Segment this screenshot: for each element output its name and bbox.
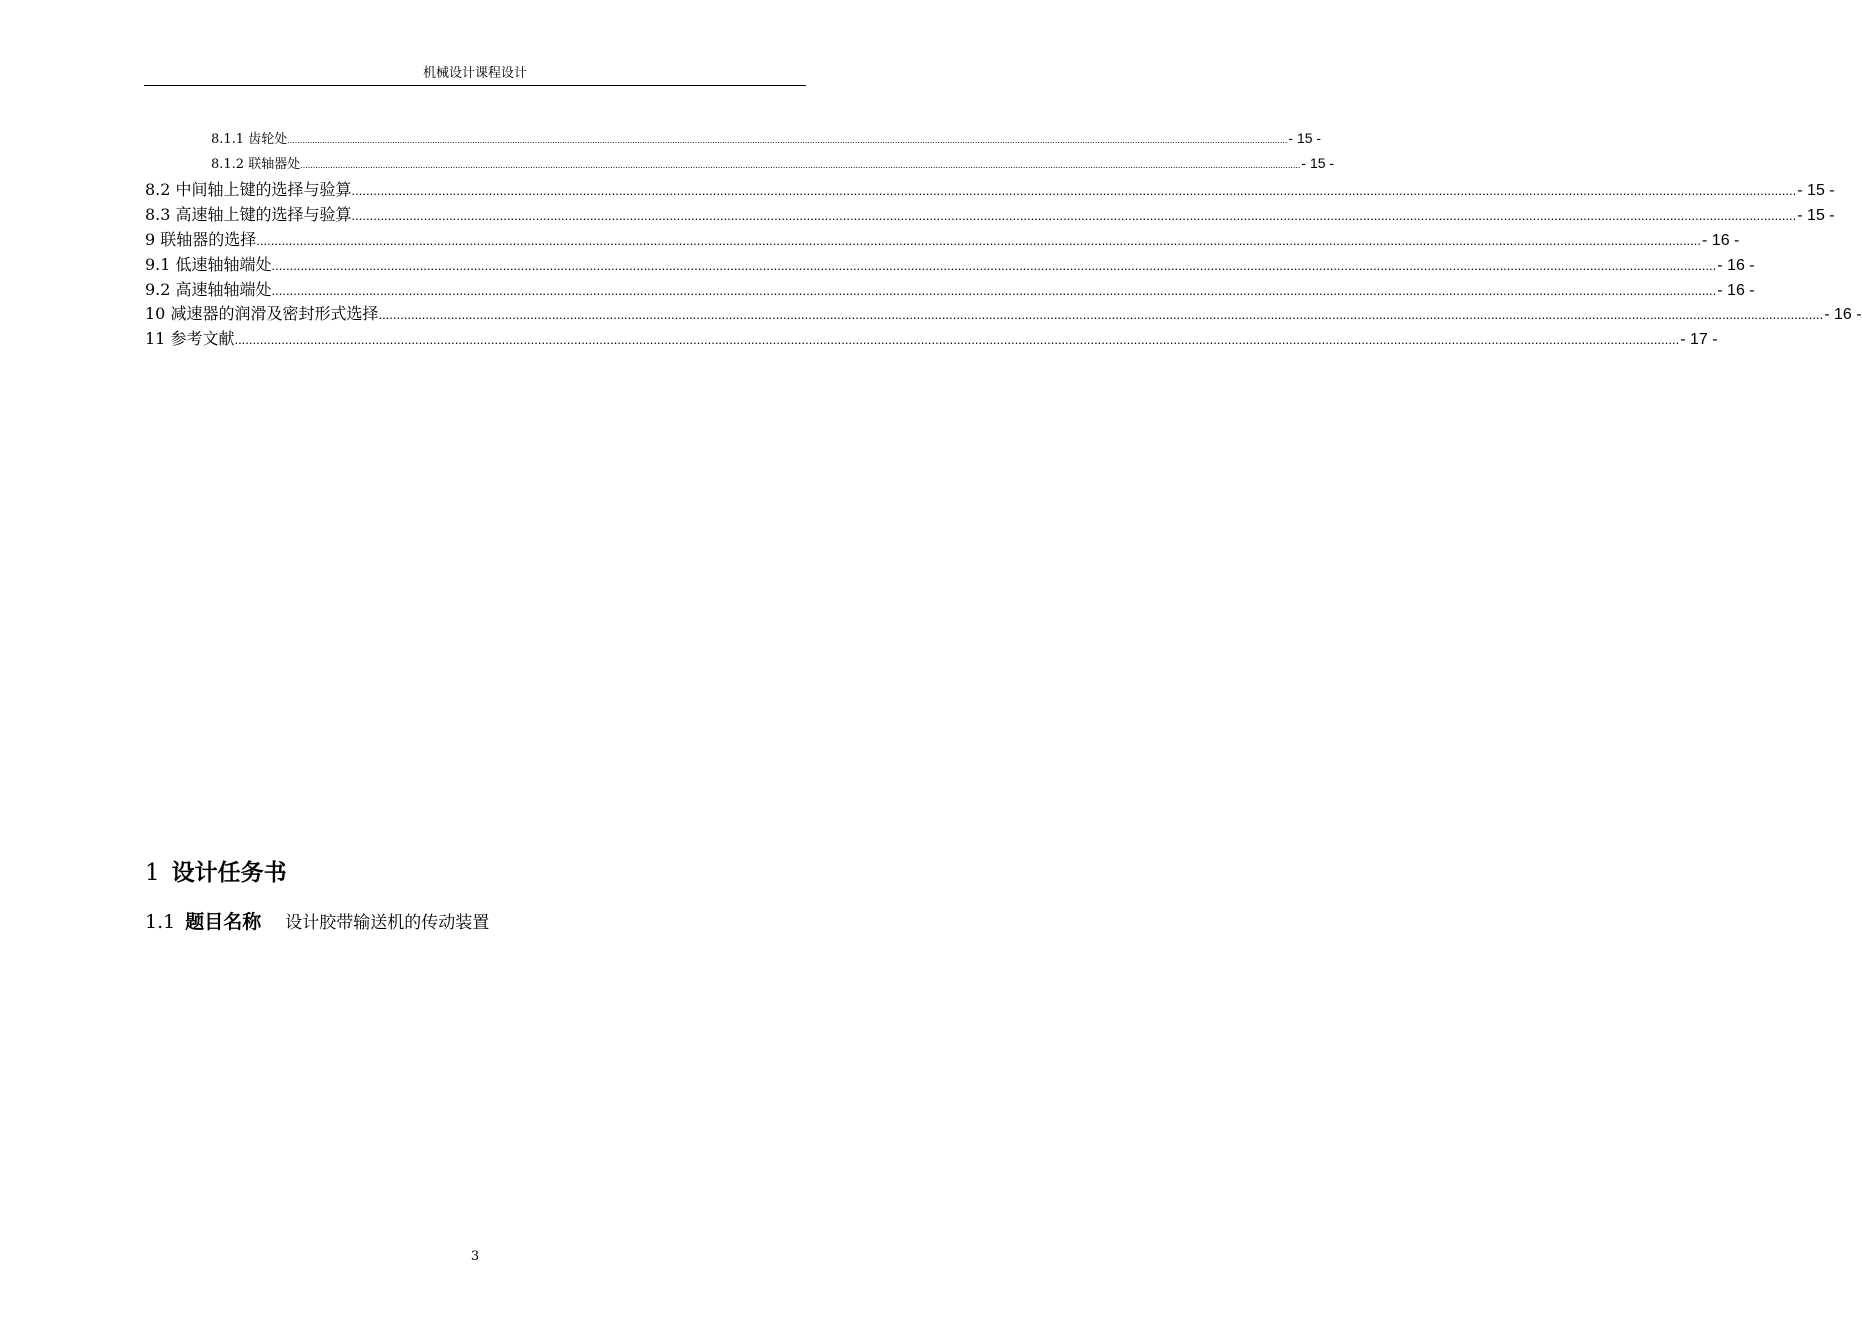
toc-leader-dots: ................................................................................................................................................................................................................................................................................................................................................................................................................ [234,332,1680,347]
header-rule [144,85,806,86]
toc-entry[interactable] [145,252,1755,275]
toc-entry-page: - 16 - [1717,257,1755,274]
toc-entry[interactable] [145,277,1755,300]
toc-leader-dots: ................................................................................................................................................................................................................................................................................................................................................................................................................ [351,183,1797,198]
toc-leader-dots: ................................................................................................................................................................................................................................................................................................................................................................................................................ [256,233,1702,248]
toc-entry-title: 9 联轴器的选择 [145,230,257,249]
toc-entry-title: 8.3 高速轴上键的选择与验算 [145,205,352,224]
toc-leader-dots: ................................................................................................................................................................................................................................................................................................................................................................................................................ [287,135,1288,145]
section-number: 1 [145,860,160,886]
running-header-title: 机械设计课程设计 [422,66,527,81]
subsection-body: 设计胶带输送机的传动装置 [285,913,490,933]
toc-entry[interactable] [145,301,1862,324]
section-heading [145,858,287,888]
toc-entry-page: - 15 - [1797,207,1835,224]
subsection-number: 1.1 [145,911,176,933]
toc-entry[interactable] [145,202,1835,225]
toc-leader-dots: ................................................................................................................................................................................................................................................................................................................................................................................................................ [271,258,1717,273]
toc-entry[interactable] [211,153,1335,172]
subsection-title: 题目名称 [185,911,262,933]
toc-leader-dots: ................................................................................................................................................................................................................................................................................................................................................................................................................ [351,208,1797,223]
toc-entry-page: - 16 - [1702,232,1740,249]
toc-entry[interactable] [145,326,1718,349]
toc-entry-title: 9.2 高速轴轴端处 [145,280,272,299]
toc-entry[interactable] [145,227,1740,250]
toc-entry-page: - 16 - [1824,306,1862,323]
toc-entry-page: - 15 - [1288,130,1322,146]
toc-entry-page: - 15 - [1797,182,1835,199]
toc-entry-page: - 16 - [1717,282,1755,299]
toc-entry-page: - 17 - [1680,331,1718,348]
subsection-heading [145,908,489,937]
toc-entry-title: 9.1 低速轴轴端处 [145,255,272,274]
section-title: 设计任务书 [171,859,287,886]
toc-leader-dots: ................................................................................................................................................................................................................................................................................................................................................................................................................ [300,160,1301,170]
toc-entry-title: 11 参考文献 [145,329,235,348]
toc-entry-title: 10 减速器的润滑及密封形式选择 [145,304,379,323]
toc-leader-dots: ................................................................................................................................................................................................................................................................................................................................................................................................................ [271,283,1717,298]
toc-entry-title: 8.1.2 联轴器处 [211,157,301,172]
toc-entry[interactable] [211,128,1322,147]
toc-entry-page: - 15 - [1301,155,1335,171]
toc-leader-dots: ................................................................................................................................................................................................................................................................................................................................................................................................................ [378,307,1824,322]
toc-entry-title: 8.2 中间轴上键的选择与验算 [145,180,352,199]
page-number: 3 [470,1249,480,1264]
toc-entry[interactable] [145,177,1835,200]
toc-entry-title: 8.1.1 齿轮处 [211,132,288,147]
